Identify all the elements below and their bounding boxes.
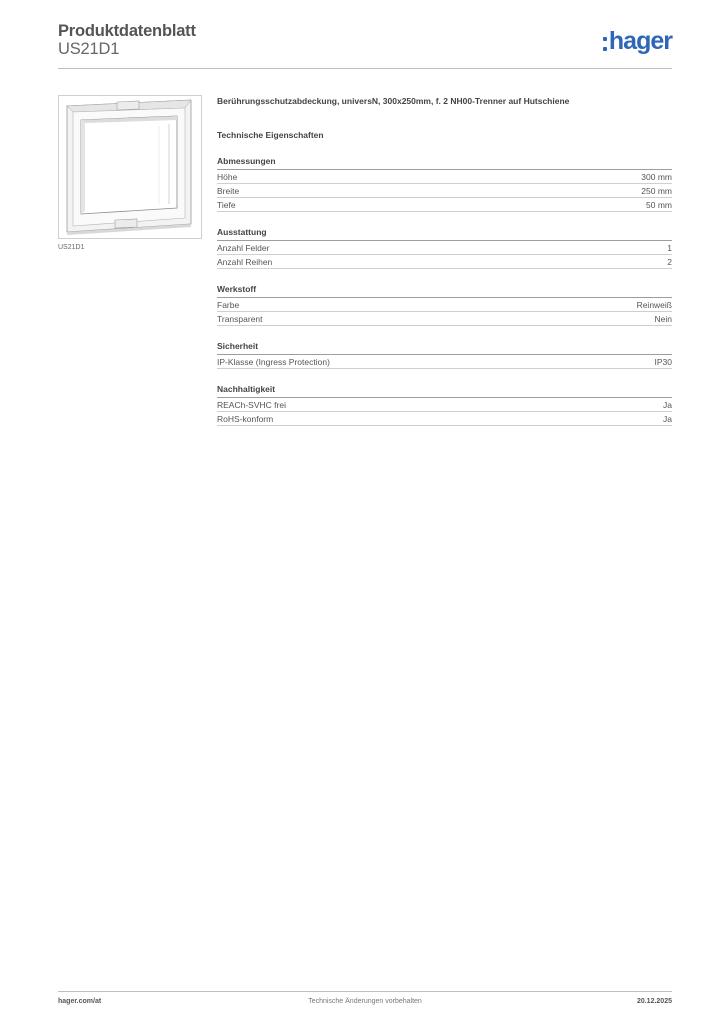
spec-row xyxy=(217,412,672,426)
section-title: Nachhaltigkeit xyxy=(217,383,672,398)
section-title: Sicherheit xyxy=(217,340,672,355)
tech-properties-heading: Technische Eigenschaften xyxy=(217,130,324,140)
section-title: Werkstoff xyxy=(217,283,672,298)
spec-row xyxy=(217,355,672,369)
spec-value: 250 mm xyxy=(641,186,672,196)
spec-sections xyxy=(217,155,672,426)
spec-value: IP30 xyxy=(654,357,672,367)
spec-label: Höhe xyxy=(217,172,238,182)
spec-value: Ja xyxy=(663,400,672,410)
spec-label: REACh-SVHC frei xyxy=(217,400,286,410)
spec-label: RoHS-konform xyxy=(217,414,274,424)
section-title: Abmessungen xyxy=(217,155,672,170)
spec-label: Breite xyxy=(217,186,240,196)
spec-content xyxy=(217,95,672,426)
product-description: Berührungsschutzabdeckung, universN, 300x250mm, f. 2 NH00-Trenner auf Hutschiene xyxy=(217,96,570,106)
spec-value: Nein xyxy=(654,314,672,324)
spec-row xyxy=(217,184,672,198)
spec-value: 2 xyxy=(667,257,672,267)
image-caption: US21D1 xyxy=(58,244,85,251)
spec-label: Tiefe xyxy=(217,200,236,210)
spec-section xyxy=(217,155,672,212)
spec-label: Transparent xyxy=(217,314,263,324)
spec-section xyxy=(217,226,672,269)
spec-row xyxy=(217,312,672,326)
document-title: Produktdatenblatt xyxy=(58,22,196,40)
spec-row xyxy=(217,170,672,184)
page-footer xyxy=(58,998,672,1010)
logo-text: hager xyxy=(608,26,672,55)
product-image xyxy=(58,95,202,239)
cover-frame-illustration xyxy=(59,96,201,238)
spec-row xyxy=(217,241,672,255)
spec-label: IP-Klasse (Ingress Protection) xyxy=(217,357,330,367)
spec-label: Anzahl Felder xyxy=(217,243,270,253)
spec-row xyxy=(217,255,672,269)
spec-label: Farbe xyxy=(217,300,240,310)
spec-row xyxy=(217,298,672,312)
hager-logo xyxy=(603,26,672,56)
footer-date: 20.12.2025 xyxy=(636,998,672,1005)
spec-value: 50 mm xyxy=(646,200,672,210)
spec-section xyxy=(217,283,672,326)
logo-colon-icon xyxy=(603,37,607,51)
spec-row xyxy=(217,398,672,412)
spec-value: 300 mm xyxy=(641,172,672,182)
article-number: US21D1 xyxy=(58,40,120,58)
footer-divider xyxy=(58,991,672,992)
spec-label: Anzahl Reihen xyxy=(217,257,273,267)
spec-value: 1 xyxy=(667,243,672,253)
spec-section xyxy=(217,340,672,369)
section-title: Ausstattung xyxy=(217,226,672,241)
spec-section xyxy=(217,383,672,426)
page-header xyxy=(58,20,672,70)
footer-website-link[interactable]: hager.com/at xyxy=(58,998,102,1005)
spec-row xyxy=(217,198,672,212)
spec-value: Ja xyxy=(663,414,672,424)
footer-disclaimer: Technische Änderungen vorbehalten xyxy=(308,998,422,1005)
header-divider xyxy=(58,68,672,69)
spec-value: Reinweiß xyxy=(636,300,672,310)
